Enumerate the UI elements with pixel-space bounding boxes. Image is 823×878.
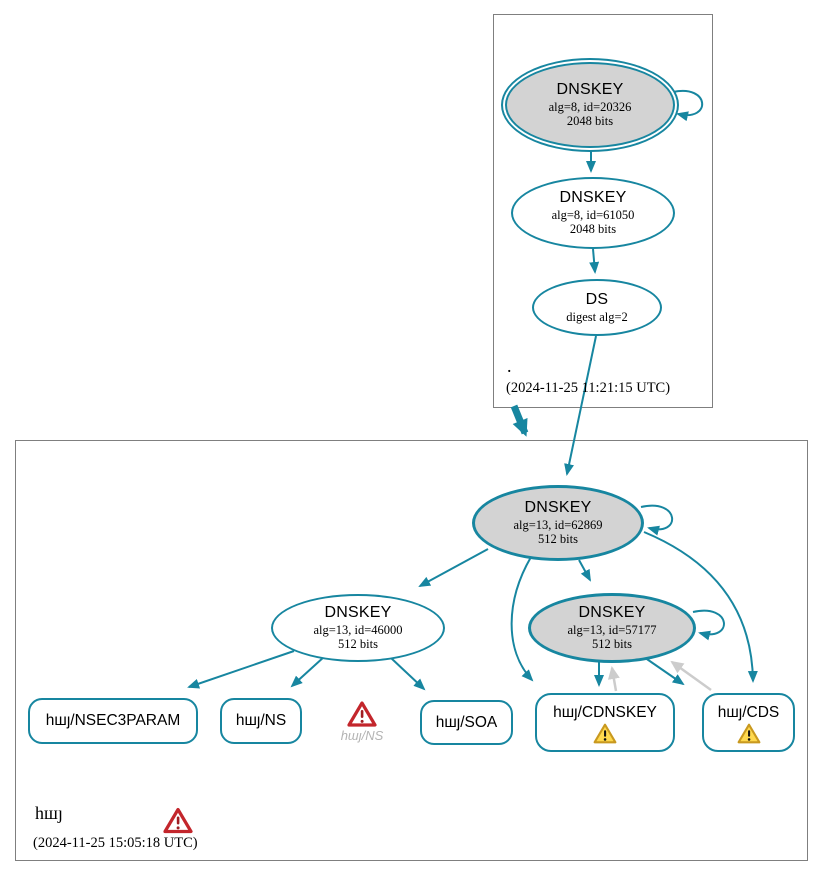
node-detail: alg=8, id=61050 <box>551 207 635 222</box>
node-dnskey-57177[interactable] <box>528 593 696 663</box>
node-detail: alg=13, id=62869 <box>513 517 603 532</box>
node-type: DNSKEY <box>556 81 624 99</box>
zone-timestamp-root: (2024-11-25 11:21:15 UTC) <box>506 380 671 396</box>
node-type: DNSKEY <box>324 604 392 622</box>
node-rrset-soa[interactable] <box>420 700 513 745</box>
node-detail: digest alg=2 <box>566 309 628 324</box>
node-detail: alg=13, id=46000 <box>313 622 403 637</box>
node-detail: alg=13, id=57177 <box>567 622 657 637</box>
node-type: DNSKEY <box>559 189 627 207</box>
rrset-label: hшȷ/SOA <box>435 713 498 731</box>
node-size: 2048 bits <box>566 114 614 129</box>
node-ns-error[interactable] <box>324 701 400 743</box>
rrset-label: hшȷ/NSEC3PARAM <box>45 712 181 729</box>
node-type: DNSKEY <box>578 604 646 622</box>
node-size: 2048 bits <box>569 222 617 237</box>
error-node-label: hшȷ/NS <box>340 728 384 743</box>
node-detail: alg=8, id=20326 <box>548 99 632 114</box>
node-size: 512 bits <box>338 637 378 652</box>
node-rrset-nsec3param[interactable] <box>28 698 198 744</box>
warning-triangle-icon <box>737 723 761 744</box>
warning-triangle-icon <box>593 723 617 744</box>
rrset-label: hшȷ/CDS <box>717 703 780 721</box>
zone-timestamp-hwj: (2024-11-25 15:05:18 UTC) <box>33 835 198 851</box>
node-ds[interactable] <box>532 279 662 336</box>
node-dnskey-62869[interactable] <box>472 485 644 561</box>
node-rrset-ns[interactable] <box>220 698 302 744</box>
node-dnskey-20326[interactable] <box>505 62 675 148</box>
rrset-label: hшȷ/CDNSKEY <box>553 703 657 721</box>
rrset-label: hшȷ/NS <box>235 712 287 729</box>
node-rrset-cds[interactable] <box>702 693 795 752</box>
node-rrset-cdnskey[interactable] <box>535 693 675 752</box>
zone-name-hwj: hшȷ <box>35 803 63 823</box>
node-size: 512 bits <box>592 637 632 652</box>
edge-delegation-root-to-hwj <box>514 406 525 433</box>
node-dnskey-61050[interactable] <box>511 177 675 249</box>
node-size: 512 bits <box>538 532 578 547</box>
zone-name-root: . <box>507 356 512 376</box>
node-type: DNSKEY <box>524 499 592 517</box>
node-type: DS <box>585 291 609 309</box>
error-triangle-icon <box>163 807 193 834</box>
node-dnskey-46000[interactable] <box>271 594 445 662</box>
error-triangle-icon <box>347 701 377 727</box>
